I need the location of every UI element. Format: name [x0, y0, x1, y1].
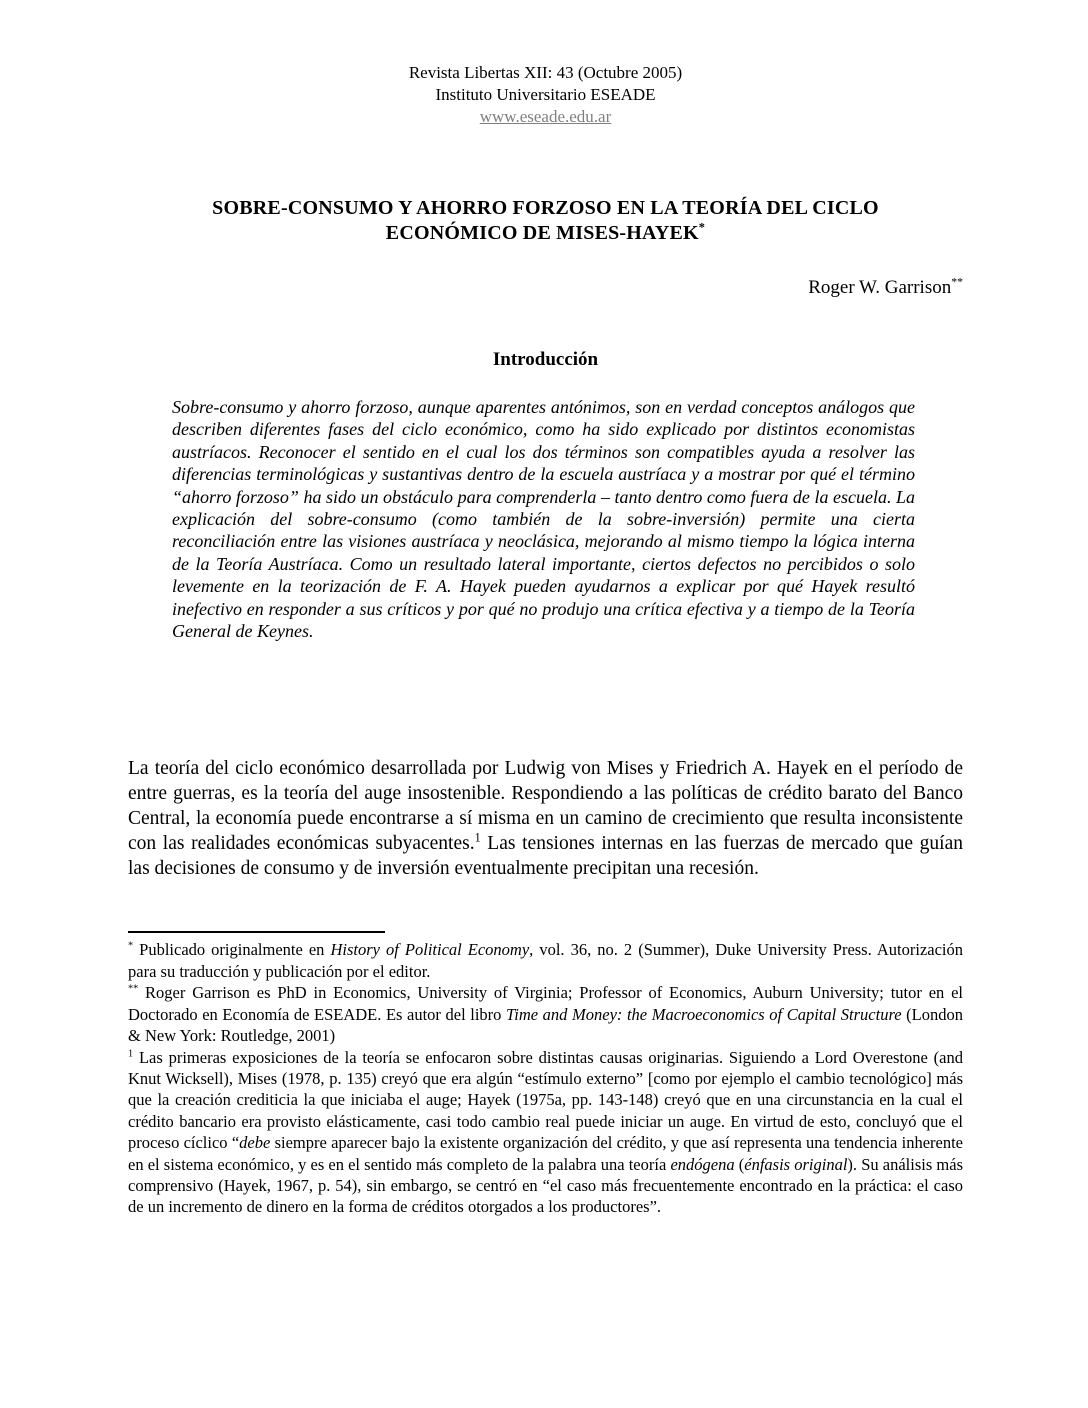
author-line: [128, 276, 963, 300]
footnote-1: $^1$ Las primeras exposiciones de la teoría se enfocaron sobre distintas causas originarias. Siguiendo a Lord Overestone (and Knut Wicksell), Mises (1978, p. 135) creyó que era algún “estímulo externo” [como por ejemplo el cambio tecnológico] más que la creación crediticia la que iniciaba el auge; Hayek (1975a, pp. 143-148) creyó que en una circunstancia en la cual el crédito bancario era provisto elásticamente, casi todo cambio real puede iniciar un auge. En virtud de esto, concluyó que el proceso cíclico “debe siempre aparecer bajo la existente organización del crédito, y que así representa una tendencia inherente en el sistema económico, y es en el sentido más completo de la palabra una teoría endógena (énfasis original). Su análisis más comprensivo (Hayek, 1967, p. 54), sin embargo, se centró en “el caso más frecuentemente encontrado en la práctica: el caso de un incremento de dinero en la forma de créditos otorgados a los productores”.: [128, 1047, 963, 1217]
website-link-row: [128, 106, 963, 128]
abstract-paragraph: Sobre-consumo y ahorro forzoso, aunque aparentes antónimos, son en verdad conceptos análogos que describen diferentes fases del ciclo económico, como ha sido explicado por distintos economistas austríacos. Reconocer el sentido en el cual los dos términos son compatibles ayuda a resolver las diferencias terminológicas y sustantivas dentro de la escuela austríaca y a mostrar por qué el término “ahorro forzoso” ha sido un obstáculo para comprenderla – tanto dentro como fuera de la escuela. La explicación del sobre-consumo (como también de la sobre-inversión) permite una cierta reconciliación entre las visiones austríaca y neoclásica, mejorando al mismo tiempo la lógica interna de la Teoría Austríaca. Como un resultado lateral importante, ciertos defectos no percibidos o solo levemente en la teorización de F. A. Hayek pueden ayudarnos a explicar por qué Hayek resultó inefectivo en responder a sus críticos y por qué no produjo una crítica efectiva y a tiempo de la Teoría General de Keynes.: [172, 397, 915, 642]
footnotes-section: [128, 939, 963, 1217]
journal-header: [128, 62, 963, 128]
paper-title-line-1: SOBRE-CONSUMO Y AHORRO FORZOSO EN LA TEORÍA DEL CICLO: [212, 197, 879, 219]
website-link[interactable]: www.eseade.edu.ar: [479, 107, 612, 126]
title-footnote-mark: *: [698, 220, 706, 235]
section-heading-introduccion: Introducción: [492, 349, 599, 370]
institute-name: Instituto Universitario ESEADE: [435, 85, 656, 104]
footnote-asterisk: * Publicado originalmente en History of Political Economy, vol. 36, no. 2 (Summer), Duke University Press. Autorización para su traducción y publicación por el editor.: [128, 940, 963, 981]
paper-title: [128, 196, 963, 246]
author-name: Roger W. Garrison: [808, 277, 952, 298]
journal-issue-line: Revista Libertas XII: 43 (Octubre 2005): [408, 63, 683, 82]
footnote-double-asterisk: ** Roger Garrison es PhD in Economics, University of Virginia; Professor of Economics, Auburn University; tutor en el Doctorado en Economía de ESEADE. Es autor del libro Time and Money: the Macroeconomics of Capital Structure (London & New York: Routledge, 2001): [128, 983, 963, 1046]
author-footnote-mark: **: [951, 275, 963, 289]
footnote-separator-rule: [128, 931, 385, 933]
paper-title-line-2: ECONÓMICO DE MISES-HAYEK: [385, 222, 699, 244]
body-paragraph: La teoría del ciclo económico desarrollada por Ludwig von Mises y Friedrich A. Hayek en el período de entre guerras, es la teoría del auge insostenible. Respondiendo a las políticas de crédito barato del Banco Central, la economía puede encontrarse a sí misma en un camino de crecimiento que resulta inconsistente con las realidades económicas subyacentes.$^1$ Las tensiones internas en las fuerzas de mercado que guían las decisiones de consumo y de inversión eventualmente precipitan una recesión.: [128, 758, 963, 880]
